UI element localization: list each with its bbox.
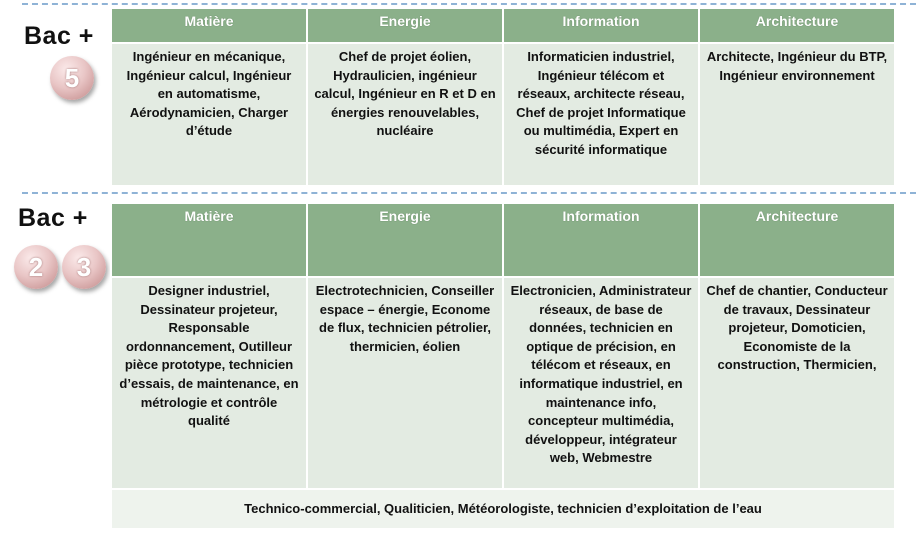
bac5-cell-energie: Chef de projet éolien, Hydraulicien, ingénieur calcul, Ingénieur en R et D en énergies renouvelables, nucléaire (307, 43, 503, 186)
bac23-table (110, 202, 896, 530)
bac23-badge-2: 2 (14, 245, 58, 289)
bac5-header-information: Information (503, 8, 699, 43)
bac5-cell-matiere: Ingénieur en mécanique, Ingénieur calcul, Ingénieur en automatisme, Aérodynamicien, Charger d’étude (111, 43, 307, 186)
bac23-footer-row: Technico-commercial, Qualiticien, Météorologiste, technicien d’exploitation de l’eau (111, 489, 895, 529)
bac5-table (110, 7, 896, 187)
bac23-cell-matiere: Designer industriel, Dessinateur projeteur, Responsable ordonnancement, Outilleur pièce prototype, technicien d’essais, de maintenance, en métrologie et contrôle qualité (111, 277, 307, 489)
bac23-header-information: Information (503, 203, 699, 277)
bac5-header-architecture: Architecture (699, 8, 895, 43)
bac23-header-energie: Energie (307, 203, 503, 277)
bac23-cell-information: Electronicien, Administrateur réseaux, de base de données, technicien en optique de précision, en télécom et réseaux, en informatique industriel, en maintenance info, concepteur multimédia, développeur, intégrateur web, Webmestre (503, 277, 699, 489)
bac23-header-matiere: Matière (111, 203, 307, 277)
bac23-cell-energie: Electrotechnicien, Conseiller espace – énergie, Econome de flux, technicien pétrolier, thermicien, éolien (307, 277, 503, 489)
bac23-title: Bac + (18, 204, 88, 232)
bac5-header-matiere: Matière (111, 8, 307, 43)
bac5-header-energie: Energie (307, 8, 503, 43)
bac23-header-architecture: Architecture (699, 203, 895, 277)
bac23-cell-architecture: Chef de chantier, Conducteur de travaux, Dessinateur projeteur, Domoticien, Economiste de la construction, Thermicien, (699, 277, 895, 489)
bac5-cell-architecture: Architecte, Ingénieur du BTP, Ingénieur environnement (699, 43, 895, 186)
middle-divider (22, 192, 916, 194)
bac5-cell-information: Informaticien industriel, Ingénieur télécom et réseaux, architecte réseau, Chef de projet Informatique ou multimédia, Expert en sécurité informatique (503, 43, 699, 186)
top-divider (22, 3, 916, 5)
bac23-badge-3: 3 (62, 245, 106, 289)
bac5-title: Bac + (24, 22, 94, 50)
bac5-badge-5: 5 (50, 56, 94, 100)
